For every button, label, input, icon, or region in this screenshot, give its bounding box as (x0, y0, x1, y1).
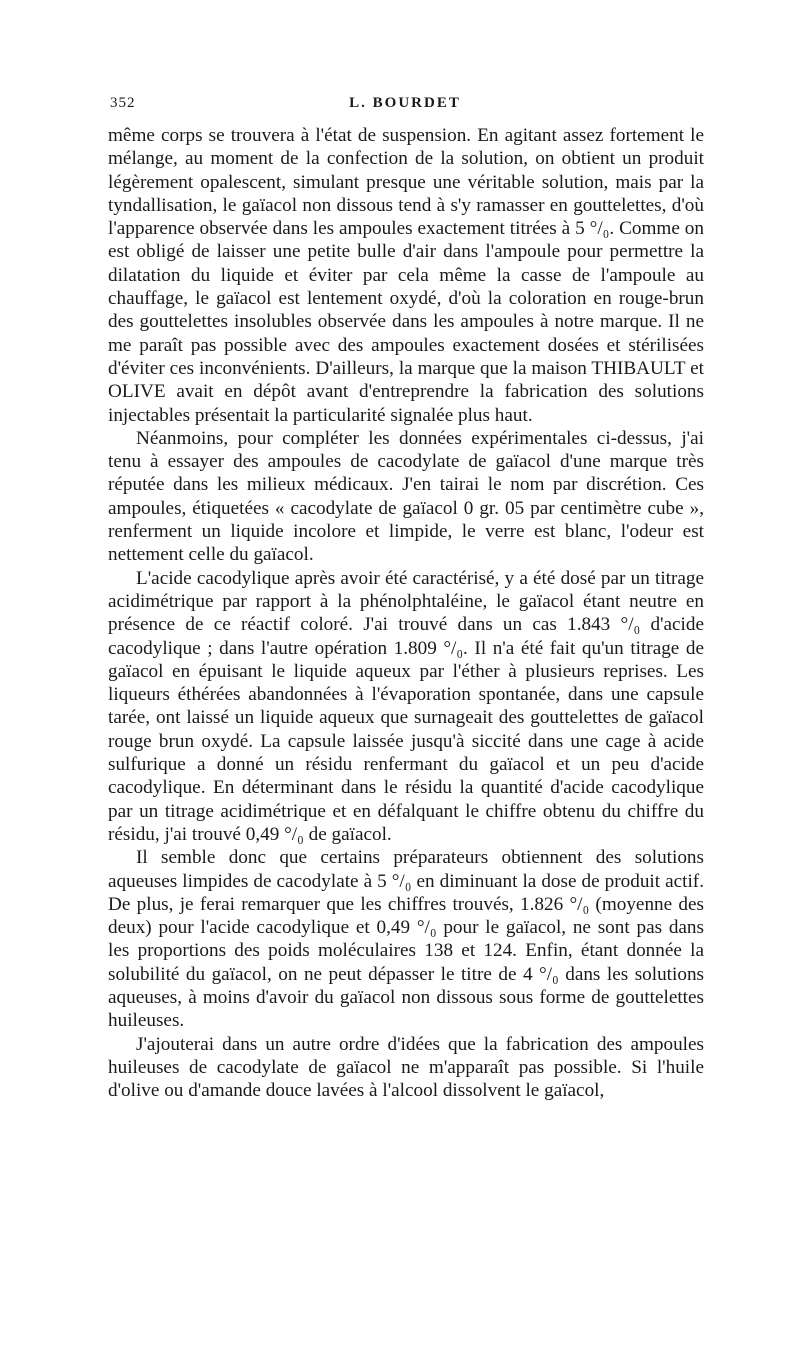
paragraph-4: Il semble donc que certains préparateurs obtiennent des solutions aqueuses limpides de cacodylate à 5 °/₀ en diminuant la dose de produit actif. De plus, je ferai remarquer que les chiffres trouvés, 1.826 °/₀ (moyenne des deux) pour l'acide cacodylique et 0,49 °/₀ pour le gaïacol, ne sont pas dans les proportions des poids moléculaires 138 et 124. Enfin, étant donnée la solubilité du gaïacol, on ne peut dépasser le titre de 4 °/₀ dans les solutions aqueuses, à moins d'avoir du gaïacol non dissous sous forme de gouttelettes huileuses. (108, 847, 704, 1032)
running-head (110, 95, 700, 117)
paragraph-5: J'ajouterai dans un autre ordre d'idées que la fabrication des ampoules huileuses de cacodylate de gaïacol ne m'apparaît pas possible. Si l'huile d'olive ou d'amande douce lavées à l'alcool dissolvent le gaïacol, (108, 1033, 704, 1102)
running-title: L. BOURDET (349, 95, 461, 111)
body-text (108, 124, 704, 1102)
paragraph-3: L'acide cacodylique après avoir été caractérisé, y a été dosé par un titrage acidimétrique par rapport à la phénolphtaléine, le gaïacol étant neutre en présence de ce réactif coloré. J'ai trouvé dans un cas 1.843 °/₀ d'acide cacodylique ; dans l'autre opération 1.809 °/₀. Il n'a été fait qu'un titrage de gaïacol en épuisant le liquide aqueux par l'éther à plusieurs reprises. Les liqueurs éthérées abandonnées à l'évaporation spontanée, dans une capsule tarée, ont laissé un liquide aqueux que surnageait des gouttelettes de gaïacol rouge brun oxydé. La capsule laissée jusqu'à siccité dans une cage à acide sulfurique a donné un résidu renfermant du gaïacol et un peu d'acide cacodylique. En déterminant dans le résidu la quantité d'acide cacodylique par un titrage acidimétrique et en défalquant le chiffre obtenu du chiffre du résidu, j'ai trouvé 0,49 °/₀ de gaïacol. (108, 567, 704, 845)
page-number: 352 (110, 95, 136, 111)
paragraph-1: même corps se trouvera à l'état de suspension. En agitant assez fortement le mélange, au moment de la confection de la solution, on obtient un produit légèrement opalescent, simulant presque une véritable solution, mais par la tyndallisation, le gaïacol non dissous tend à s'y ramasser en gouttelettes, d'où l'apparence observée dans les ampoules exactement titrées à 5 °/₀. Comme on est obligé de laisser une petite bulle d'air dans l'ampoule pour permettre la dilatation du liquide et éviter par cela même la casse de l'ampoule au chauffage, le gaïacol est lentement oxydé, d'où la coloration en rouge-brun des gouttelettes insolubles observée dans les ampoules à notre marque. Il ne me paraît pas possible avec des ampoules exactement dosées et stérilisées d'éviter ces inconvénients. D'ailleurs, la marque que la maison THIBAULT et OLIVE avait en dépôt avant d'entreprendre la fabrication des solutions injectables présentait la particularité signalée plus haut. (108, 125, 704, 426)
paragraph-2: Néanmoins, pour compléter les données expérimentales ci-dessus, j'ai tenu à essayer des ampoules de cacodylate de gaïacol d'une marque très réputée dans les milieux médicaux. J'en tairai le nom par discrétion. Ces ampoules, étiquetées « cacodylate de gaïacol 0 gr. 05 par centimètre cube », renferment un liquide incolore et limpide, le verre est blanc, l'odeur est nettement celle du gaïacol. (108, 427, 704, 566)
